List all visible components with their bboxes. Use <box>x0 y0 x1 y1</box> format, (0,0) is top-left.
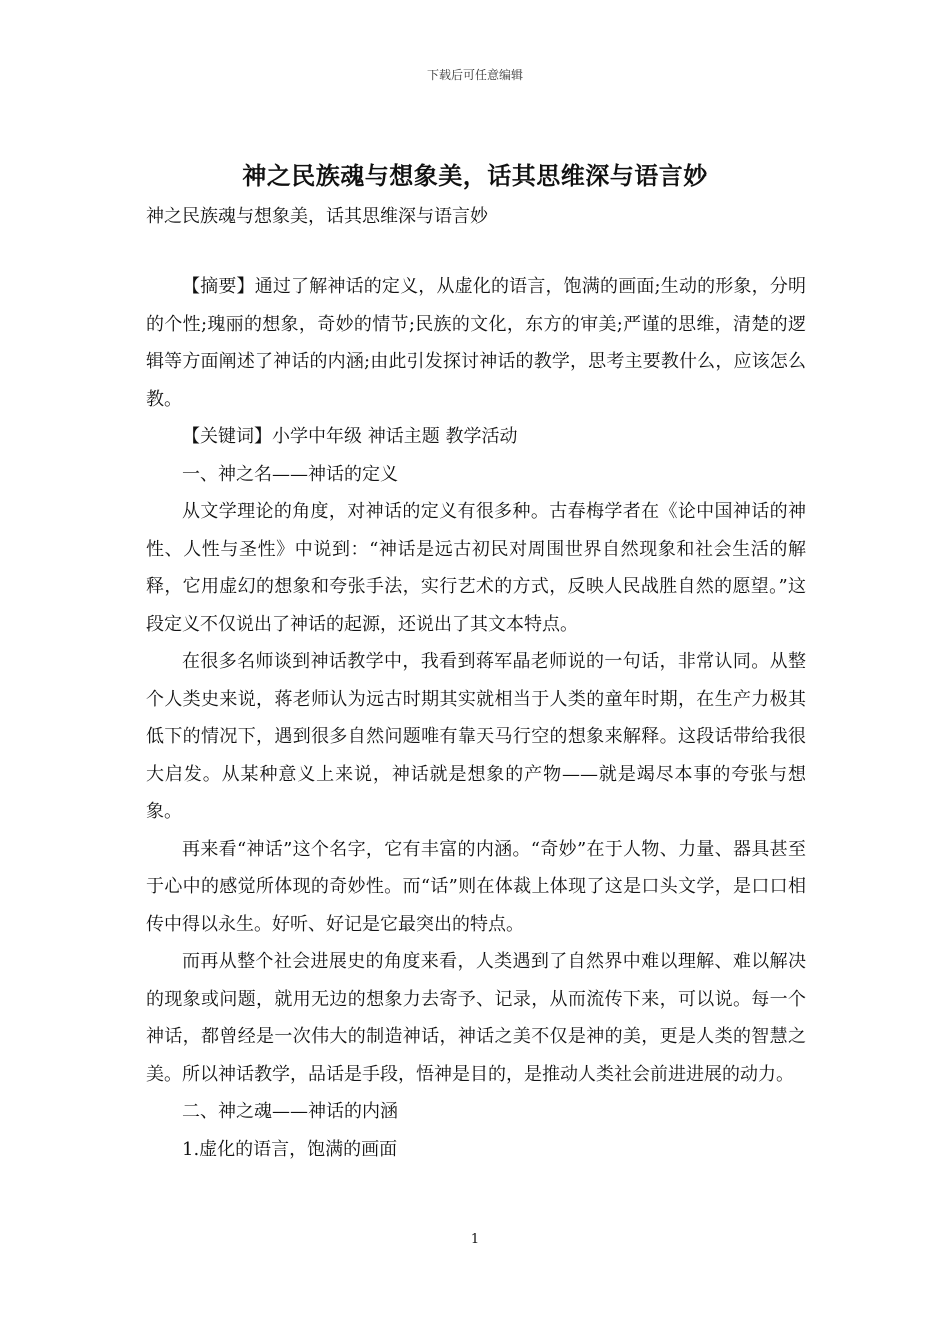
body-paragraph: 而再从整个社会进展史的角度来看，人类遇到了自然界中难以理解、难以解决的现象或问题，就用无边的想象力去寄予、记录，从而流传下来，可以说。每一个神话，都曾经是一次伟大的制造神话，神话之美不仅是神的美，更是人类的智慧之美。所以神话教学，品话是手段，悟神是目的，是推动人类社会前进进展的动力。 <box>146 951 806 1085</box>
abstract-paragraph: 【摘要】通过了解神话的定义，从虚化的语言，饱满的画面;生动的形象，分明的个性;瑰丽的想象，奇妙的情节;民族的文化，东方的审美;严谨的思维，清楚的逻辑等方面阐述了神话的内涵;由此引发探讨神话的教学，思考主要教什么，应该怎么教。 <box>146 276 806 410</box>
section-heading-1: 一、神之名——神话的定义 <box>182 463 398 485</box>
keywords-paragraph: 【关键词】小学中年级 神话主题 教学活动 <box>182 426 518 447</box>
document-title: 神之民族魂与想象美，话其思维深与语言妙 <box>242 161 708 190</box>
document-subtitle: 神之民族魂与想象美，话其思维深与语言妙 <box>146 206 488 227</box>
body-paragraph: 从文学理论的角度，对神话的定义有很多种。古春梅学者在《论中国神话的神性、人性与圣性》中说到：“神话是远古初民对周围世界自然现象和社会生活的解释，它用虚幻的想象和夸张手法，实行艺术的方式，反映人民战胜自然的愿望。”这段定义不仅说出了神话的起源，还说出了其文本特点。 <box>146 501 806 635</box>
body-paragraph: 再来看“神话”这个名字，它有丰富的内涵。“奇妙”在于人物、力量、器具甚至于心中的感觉所体现的奇妙性。而“话”则在体裁上体现了这是口头文学，是口口相传中得以永生。好听、好记是它最突出的特点。 <box>146 838 806 935</box>
document-body <box>146 268 806 1168</box>
header-note: 下载后可任意编辑 <box>426 68 523 82</box>
body-paragraph: 在很多名师谈到神话教学中，我看到蒋军晶老师说的一句话，非常认同。从整个人类史来说，蒋老师认为远古时期其实就相当于人类的童年时期，在生产力极其低下的情况下，遇到很多自然问题唯有靠天马行空的想象来解释。这段话带给我很大启发。从某种意义上来说，神话就是想象的产物——就是竭尽本事的夸张与想象。 <box>146 651 806 822</box>
page-number: 1 <box>470 1232 480 1247</box>
subsection-heading-1: 1.虚化的语言，饱满的画面 <box>182 1138 398 1160</box>
section-heading-2: 二、神之魂——神话的内涵 <box>182 1101 398 1122</box>
